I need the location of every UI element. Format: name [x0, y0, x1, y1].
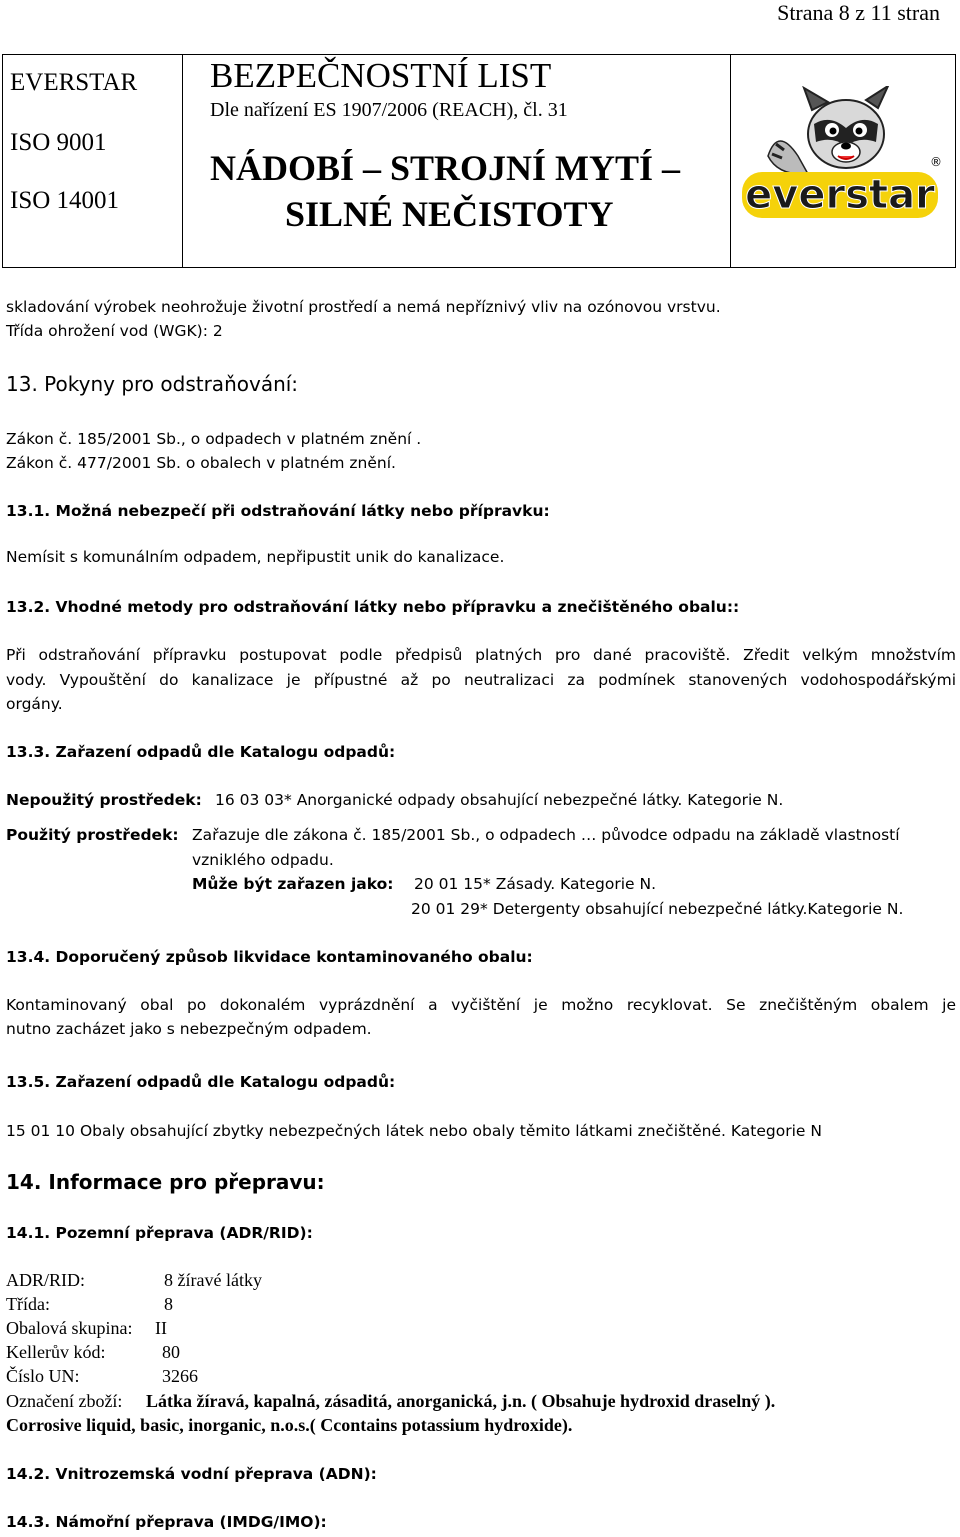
section-13-4-line-1: Kontaminovaný obal po dokonalém vyprázdnění a vyčištění je možno recyklovat. Se znečištěným obalem je	[6, 996, 956, 1014]
may-be-classified-label: Může být zařazen jako:	[192, 875, 394, 893]
header-border-left	[2, 54, 3, 268]
registered-mark: ®	[930, 155, 942, 169]
section-13-4-heading: 13.4. Doporučený způsob likvidace kontaminovaného obalu:	[6, 948, 533, 966]
class-value: 8	[164, 1294, 173, 1314]
kemler-code-value: 80	[162, 1342, 180, 1362]
classification-2: 20 01 29* Detergenty obsahující nebezpečné látky.Kategorie N.	[411, 900, 904, 918]
header-border-top	[2, 54, 956, 55]
un-number-value: 3266	[162, 1366, 198, 1386]
section-13-4-line-2: nutno zacházet jako s nebezpečným odpadem.	[6, 1020, 372, 1038]
product-name-line2: SILNÉ NEČISTOTY	[285, 194, 614, 234]
intro-line-1: skladování výrobek neohrožuje životní prostředí a nemá nepříznivý vliv na ozónovou vrstvu.	[6, 298, 721, 316]
section-14-heading: 14. Informace pro přepravu:	[6, 1170, 325, 1194]
section-13-5-text: 15 01 10 Obaly obsahující zbytky nebezpečných látek nebo obaly těmito látkami znečištěné. Kategorie N	[6, 1122, 822, 1140]
logo-wordmark: everstar	[745, 172, 935, 218]
section-14-2-heading: 14.2. Vnitrozemská vodní přeprava (ADN):	[6, 1465, 377, 1483]
un-number-label: Číslo UN:	[6, 1366, 80, 1386]
goods-designation-value: Látka žíravá, kapalná, zásaditá, anorganická, j.n. ( Obsahuje hydroxid draselný ).	[146, 1391, 776, 1411]
everstar-raccoon-logo	[738, 86, 948, 236]
section-13-1-heading: 13.1. Možná nebezpečí při odstraňování látky nebo přípravku:	[6, 502, 550, 520]
kemler-code-label: Kellerův kód:	[6, 1342, 106, 1362]
packing-group-label: Obalová skupina:	[6, 1318, 133, 1338]
classification-1: 20 01 15* Zásady. Kategorie N.	[414, 875, 657, 893]
goods-designation-english: Corrosive liquid, basic, inorganic, n.o.s.( Ccontains potassium hydroxide).	[6, 1415, 573, 1435]
packing-group-value: II	[155, 1318, 167, 1338]
section-14-3-heading: 14.3. Námořní přeprava (IMDG/IMO):	[6, 1513, 327, 1531]
section-13-2-heading: 13.2. Vhodné metody pro odstraňování látky nebo přípravku a znečištěného obalu::	[6, 598, 740, 616]
regulation-reference: Dle nařízení ES 1907/2006 (REACH), čl. 31	[210, 99, 568, 121]
section-14-1-heading: 14.1. Pozemní přeprava (ADR/RID):	[6, 1224, 313, 1242]
section-13-1-text: Nemísit s komunálním odpadem, nepřipustit unik do kanalizace.	[6, 548, 505, 566]
used-product-text-1: Zařazuje dle zákona č. 185/2001 Sb., o odpadech … původce odpadu na základě vlastností	[192, 826, 900, 844]
raccoon-mascot-icon	[768, 86, 888, 174]
section-13-2-line-3: orgány.	[6, 695, 63, 713]
used-product-label: Použitý prostředek:	[6, 826, 179, 844]
law-reference-2: Zákon č. 477/2001 Sb. o obalech v platném znění.	[6, 454, 396, 472]
adr-rid-value: 8 žíravé látky	[164, 1270, 262, 1290]
header-divider-1	[182, 54, 183, 268]
section-13-5-heading: 13.5. Zařazení odpadů dle Katalogu odpadů:	[6, 1073, 396, 1091]
company-name: EVERSTAR	[10, 69, 138, 96]
iso-14001: ISO 14001	[10, 187, 120, 214]
unused-product-text: 16 03 03* Anorganické odpady obsahující nebezpečné látky. Kategorie N.	[215, 791, 784, 809]
unused-product-label: Nepoužitý prostředek:	[6, 791, 202, 809]
section-13-3-heading: 13.3. Zařazení odpadů dle Katalogu odpadů:	[6, 743, 396, 761]
section-13-2-line-1: Při odstraňování přípravku postupovat podle předpisů platných pro dané pracoviště. Zředit velkým množstvím	[6, 646, 956, 664]
law-reference-1: Zákon č. 185/2001 Sb., o odpadech v platném znění .	[6, 430, 422, 448]
page-number: Strana 8 z 11 stran	[777, 0, 940, 25]
header-divider-2	[730, 54, 731, 268]
header-border-right	[955, 54, 956, 268]
header-border-bottom	[2, 267, 956, 268]
intro-line-2: Třída ohrožení vod (WGK): 2	[6, 322, 223, 340]
class-label: Třída:	[6, 1294, 50, 1314]
goods-designation-label: Označení zboží:	[6, 1391, 123, 1411]
document-title: BEZPEČNOSTNÍ LIST	[210, 56, 552, 95]
iso-9001: ISO 9001	[10, 129, 107, 156]
product-name-line1: NÁDOBÍ – STROJNÍ MYTÍ –	[210, 148, 681, 188]
section-13-2-line-2: vody. Vypouštění do kanalizace je přípustné až po neutralizaci za podmínek stanovených vodohospodářskými	[6, 671, 956, 689]
section-13-heading: 13. Pokyny pro odstraňování:	[6, 372, 299, 396]
adr-rid-label: ADR/RID:	[6, 1270, 86, 1290]
used-product-text-2: vzniklého odpadu.	[192, 851, 334, 869]
